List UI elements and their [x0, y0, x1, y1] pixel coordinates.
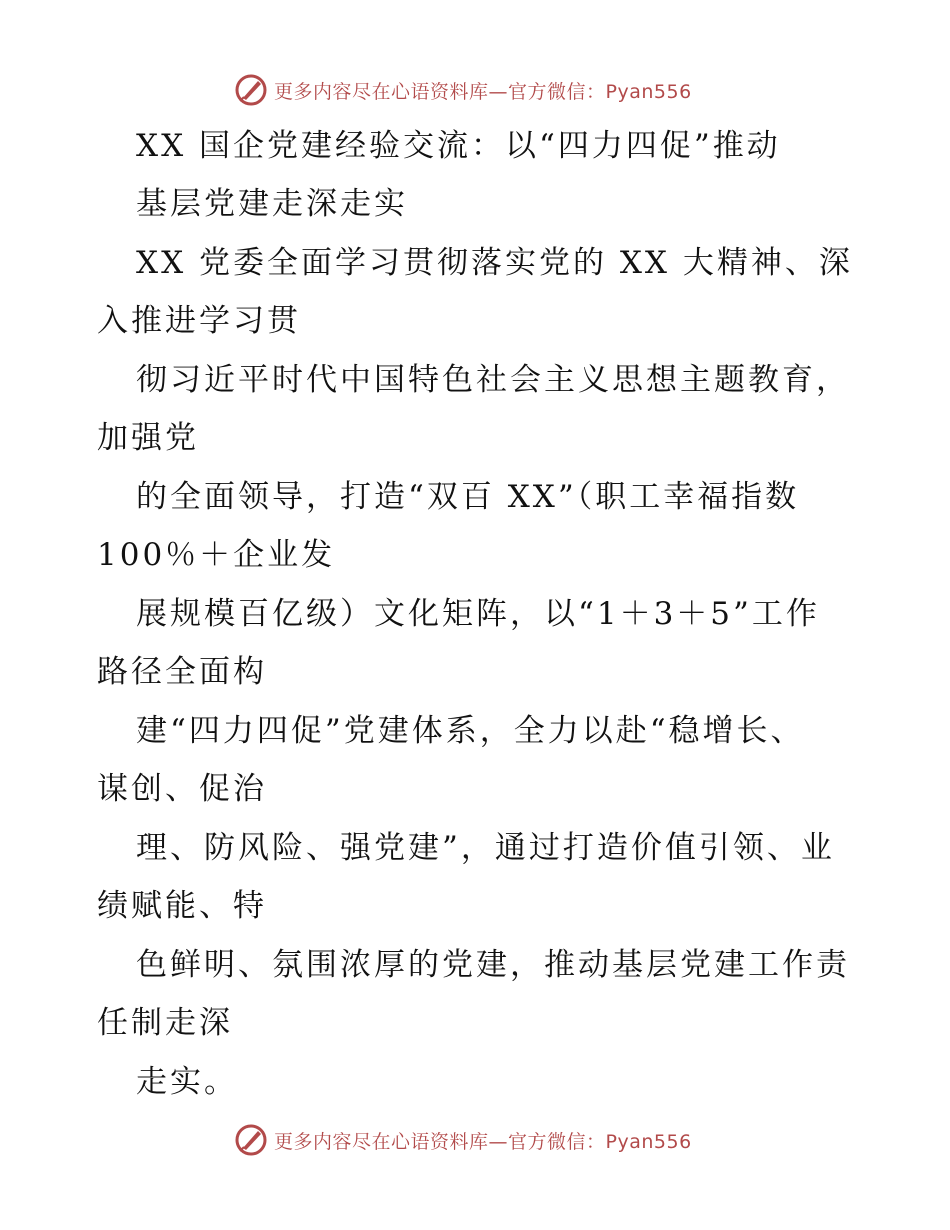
- doc-line: 入推进学习贯: [97, 303, 301, 339]
- doc-line: XX 党委全面学习贯彻落实党的 XX 大精神、深: [136, 245, 853, 281]
- doc-line: 建“四力四促”党建体系，全力以赴“稳增长、: [136, 713, 805, 749]
- doc-line: 彻习近平时代中国特色社会主义思想主题教育，: [136, 362, 850, 398]
- doc-line: 理、防风险、强党建”，通过打造价值引领、业: [136, 830, 835, 866]
- watermark-text: 更多内容尽在心语资料库—官方微信：Pyan556: [274, 1130, 692, 1153]
- doc-line: 谋创、促治: [97, 771, 267, 807]
- doc-line: 色鲜明、氛围浓厚的党建，推动基层党建工作责: [136, 947, 850, 983]
- doc-line: 100％＋企业发: [97, 537, 336, 573]
- doc-title-line-2: 基层党建走深走实: [136, 186, 408, 222]
- doc-line: 展规模百亿级）文化矩阵，以“1＋3＋5”工作: [136, 596, 820, 632]
- doc-title-line-1: XX 国企党建经验交流：以“四力四促”推动: [136, 128, 781, 164]
- doc-line: 的全面领导，打造“双百 XX”（职工幸福指数: [136, 479, 800, 515]
- doc-line: 路径全面构: [97, 654, 267, 690]
- doc-line: 绩赋能、特: [97, 888, 267, 924]
- watermark-banner-bottom: [234, 1120, 714, 1160]
- doc-line: 任制走深: [97, 1005, 233, 1041]
- doc-line: 加强党: [97, 420, 199, 456]
- doc-line: 走实。: [136, 1064, 238, 1100]
- quill-badge-icon: [234, 1123, 268, 1157]
- watermark-text: 更多内容尽在心语资料库—官方微信：Pyan556: [274, 80, 692, 103]
